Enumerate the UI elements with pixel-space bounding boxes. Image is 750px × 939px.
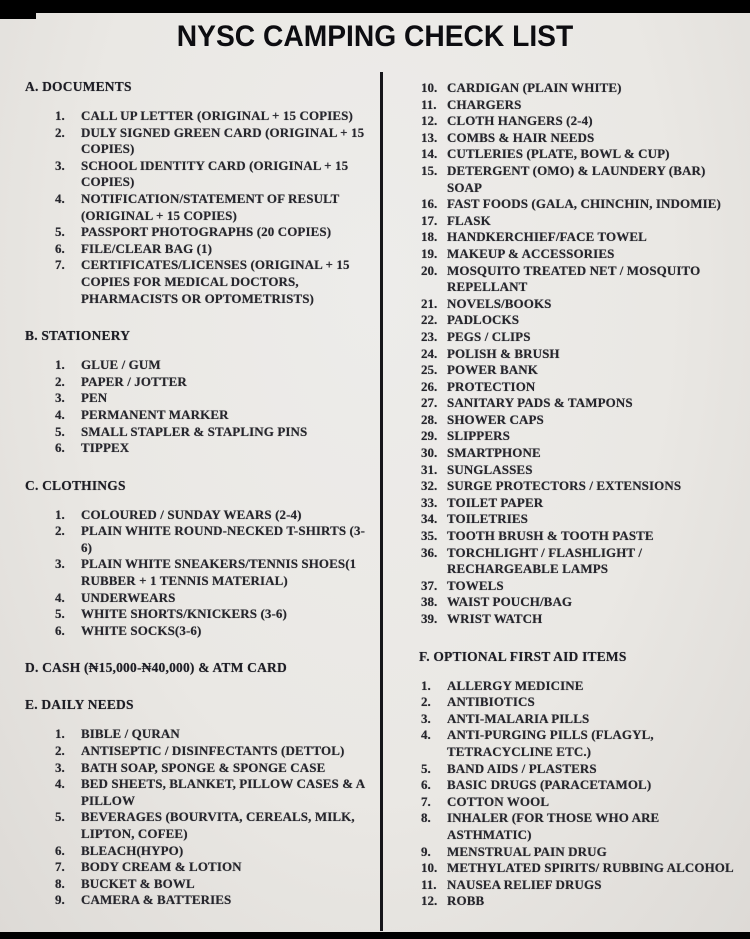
item-number: 35.	[421, 528, 438, 544]
item-number: 37.	[421, 577, 438, 593]
item-number: 22.	[421, 312, 438, 328]
list-item	[421, 229, 742, 246]
list-item	[55, 743, 373, 760]
item-number: 6.	[421, 777, 431, 793]
list-item	[55, 108, 373, 125]
item-number: 38.	[421, 594, 438, 610]
item-number: 8.	[55, 875, 65, 891]
item-text: BLEACH(HYPO)	[81, 842, 184, 858]
item-number: 2.	[55, 523, 65, 539]
item-number: 7.	[55, 257, 65, 273]
item-text: CHARGERS	[447, 96, 522, 112]
list-item	[421, 263, 742, 296]
list-item	[55, 606, 373, 623]
item-text: ROBB	[447, 893, 485, 909]
item-number: 3.	[55, 759, 65, 775]
item-text: COMBS & HAIR NEEDS	[447, 129, 595, 145]
item-number: 12.	[421, 113, 438, 129]
item-text: COTTON WOOL	[447, 793, 550, 809]
item-number: 6.	[55, 842, 65, 858]
item-text: PLAIN WHITE ROUND-NECKED T-SHIRTS (3-6)	[81, 523, 365, 555]
list-item	[421, 545, 742, 578]
item-text: SANITARY PADS & TAMPONS	[447, 395, 633, 411]
list-item	[55, 523, 373, 556]
item-number: 3.	[55, 390, 65, 406]
list-item	[421, 196, 742, 213]
list-item	[421, 678, 742, 695]
list-item	[421, 329, 742, 346]
item-text: PLAIN WHITE SNEAKERS/TENNIS SHOES(1 RUBBER + 1 TENNIS MATERIAL)	[81, 556, 357, 589]
section-heading: C. CLOTHINGS	[25, 477, 126, 493]
list-item	[421, 146, 742, 163]
list-item	[421, 379, 742, 396]
list-item	[421, 395, 742, 412]
item-number: 23.	[421, 328, 438, 344]
item-number: 13.	[421, 129, 438, 145]
item-number: 5.	[55, 606, 65, 622]
section-items	[25, 357, 373, 457]
item-text: NOTIFICATION/STATEMENT OF RESULT (ORIGINAL + 15 COPIES)	[81, 190, 340, 223]
checklist-section	[25, 327, 373, 457]
item-text: CALL UP LETTER (ORIGINAL + 15 COPIES)	[81, 108, 353, 123]
item-number: 3.	[55, 157, 65, 173]
item-text: SHOWER CAPS	[447, 411, 544, 427]
checklist-section	[25, 78, 373, 307]
item-text: SMALL STAPLER & STAPLING PINS	[81, 423, 308, 439]
list-item	[55, 357, 373, 374]
list-item	[55, 892, 373, 909]
list-item	[421, 296, 742, 313]
checklist-section	[419, 80, 742, 628]
list-item	[421, 362, 742, 379]
item-text: NOVELS/BOOKS	[447, 295, 552, 311]
list-item	[421, 711, 742, 728]
list-item	[55, 374, 373, 391]
item-number: 7.	[55, 859, 65, 875]
item-number: 11.	[421, 96, 437, 112]
list-item	[55, 843, 373, 860]
list-item	[421, 130, 742, 147]
checklist-section	[419, 648, 742, 910]
item-text: DETERGENT (OMO) & LAUNDERY (BAR) SOAP	[447, 162, 706, 195]
item-text: SUNGLASSES	[447, 461, 533, 477]
list-item	[421, 794, 742, 811]
item-number: 16.	[421, 196, 438, 212]
list-item	[55, 191, 373, 224]
item-text: TOILETRIES	[447, 511, 528, 527]
item-text: WAIST POUCH/BAG	[447, 594, 573, 610]
list-item	[421, 346, 742, 363]
list-item	[55, 809, 373, 842]
item-number: 5.	[421, 760, 431, 776]
item-text: BAND AIDS / PLASTERS	[447, 760, 597, 776]
item-text: ANTI-PURGING PILLS (FLAGYL, TETRACYCLINE ETC.)	[447, 727, 654, 759]
list-item	[421, 213, 742, 230]
item-text: BED SHEETS, BLANKET, PILLOW CASES & A PILLOW	[81, 776, 365, 808]
item-number: 4.	[55, 190, 65, 206]
item-number: 15.	[421, 162, 438, 178]
item-number: 6.	[55, 440, 65, 456]
section-items	[25, 507, 373, 640]
list-item	[421, 97, 742, 114]
list-item	[55, 876, 373, 893]
list-item	[421, 163, 742, 196]
list-item	[55, 390, 373, 407]
section-heading: D. CASH (₦15,000-₦40,000) & ATM CARD	[25, 660, 287, 676]
page-title: NYSC CAMPING CHECK LIST	[176, 20, 574, 53]
item-number: 30.	[421, 445, 438, 461]
item-text: TORCHLIGHT / FLASHLIGHT / RECHARGEABLE LAMPS	[447, 544, 643, 577]
item-number: 10.	[421, 80, 438, 95]
item-number: 25.	[421, 362, 438, 378]
list-item	[55, 623, 373, 640]
item-number: 28.	[421, 411, 438, 427]
checklist-section	[25, 659, 373, 676]
item-text: NAUSEA RELIEF DRUGS	[447, 876, 602, 892]
item-number: 6.	[55, 240, 65, 256]
item-text: TOILET PAPER	[447, 494, 544, 510]
list-item	[421, 860, 742, 877]
item-number: 2.	[55, 124, 65, 140]
item-text: CUTLERIES (PLATE, BOWL & CUP)	[447, 146, 670, 162]
item-number: 26.	[421, 378, 438, 394]
item-text: TOOTH BRUSH & TOOTH PASTE	[447, 528, 654, 544]
item-number: 1.	[55, 108, 65, 123]
item-number: 21.	[421, 295, 438, 311]
item-text: ALLERGY MEDICINE	[447, 677, 584, 693]
item-number: 4.	[421, 727, 431, 743]
item-number: 32.	[421, 478, 438, 494]
list-item	[55, 556, 373, 589]
item-text: BIBLE / QURAN	[81, 726, 180, 742]
section-items	[25, 108, 373, 307]
item-text: MAKEUP & ACCESSORIES	[447, 245, 615, 261]
list-item	[55, 590, 373, 607]
list-item	[421, 893, 742, 910]
item-text: UNDERWEARS	[81, 589, 176, 605]
item-text: BUCKET & BOWL	[81, 875, 195, 891]
section-heading: A. DOCUMENTS	[25, 79, 132, 94]
list-item	[421, 727, 742, 760]
list-item	[55, 125, 373, 158]
list-item	[55, 241, 373, 258]
item-text: METHYLATED SPIRITS/ RUBBING ALCOHOL	[447, 860, 734, 876]
item-text: ANTI-MALARIA PILLS	[447, 710, 590, 726]
item-text: BASIC DRUGS (PARACETAMOL)	[447, 777, 652, 793]
list-item	[421, 777, 742, 794]
item-number: 1.	[55, 357, 65, 373]
top-black-bar	[0, 0, 750, 13]
list-item	[421, 113, 742, 130]
list-item	[421, 495, 742, 512]
item-number: 34.	[421, 511, 438, 527]
bottom-black-bar	[0, 932, 750, 939]
item-text: MOSQUITO TREATED NET / MOSQUITO REPELLANT	[447, 262, 701, 295]
item-number: 17.	[421, 212, 438, 228]
list-item	[421, 761, 742, 778]
list-item	[421, 810, 742, 843]
item-text: FILE/CLEAR BAG (1)	[81, 240, 213, 256]
item-number: 12.	[421, 893, 438, 909]
item-text: BATH SOAP, SPONGE & SPONGE CASE	[81, 759, 326, 775]
item-text: BEVERAGES (BOURVITA, CEREALS, MILK, LIPTON, COFEE)	[81, 809, 355, 841]
item-text: GLUE / GUM	[81, 357, 161, 373]
item-number: 10.	[421, 860, 438, 876]
list-item	[55, 507, 373, 524]
item-number: 1.	[55, 726, 65, 742]
item-text: PADLOCKS	[447, 312, 520, 328]
list-item	[421, 246, 742, 263]
item-text: FLASK	[447, 212, 491, 228]
item-number: 5.	[55, 224, 65, 240]
list-item	[421, 445, 742, 462]
item-text: PASSPORT PHOTOGRAPHS (20 COPIES)	[81, 224, 332, 240]
item-text: POWER BANK	[447, 362, 538, 378]
item-text: ANTIBIOTICS	[447, 694, 535, 710]
list-item	[55, 440, 373, 457]
list-item	[55, 424, 373, 441]
list-item	[55, 224, 373, 241]
item-text: POLISH & BRUSH	[447, 345, 560, 361]
list-item	[421, 611, 742, 628]
item-text: WRIST WATCH	[447, 611, 543, 626]
item-number: 2.	[55, 373, 65, 389]
item-text: PERMANENT MARKER	[81, 406, 229, 422]
item-number: 11.	[421, 876, 437, 892]
checklist-section	[25, 696, 373, 909]
list-item	[421, 694, 742, 711]
list-item	[55, 726, 373, 743]
item-number: 33.	[421, 494, 438, 510]
item-number: 31.	[421, 461, 438, 477]
item-number: 2.	[421, 694, 431, 710]
item-number: 18.	[421, 229, 438, 245]
item-number: 4.	[55, 589, 65, 605]
item-text: MENSTRUAL PAIN DRUG	[447, 843, 607, 859]
item-number: 29.	[421, 428, 438, 444]
item-text: SCHOOL IDENTITY CARD (ORIGINAL + 15 COPIES)	[81, 157, 349, 190]
item-number: 5.	[55, 809, 65, 825]
item-number: 7.	[421, 793, 431, 809]
item-text: PEGS / CLIPS	[447, 328, 531, 344]
section-items	[419, 678, 742, 910]
left-column	[0, 70, 381, 932]
item-text: FAST FOODS (GALA, CHINCHIN, INDOMIE)	[447, 196, 721, 212]
item-number: 1.	[421, 677, 431, 693]
item-text: COLOURED / SUNDAY WEARS (2-4)	[81, 506, 302, 522]
list-item	[421, 478, 742, 495]
item-number: 24.	[421, 345, 438, 361]
item-text: WHITE SOCKS(3-6)	[81, 622, 202, 638]
list-item	[421, 877, 742, 894]
item-number: 5.	[55, 423, 65, 439]
item-text: TIPPEX	[81, 440, 130, 456]
item-text: CERTIFICATES/LICENSES (ORIGINAL + 15 COPIES FOR MEDICAL DOCTORS, PHARMACISTS OR OPTOMETRISTS)	[81, 257, 350, 306]
item-text: CARDIGAN (PLAIN WHITE)	[447, 80, 622, 95]
list-item	[421, 80, 742, 97]
list-item	[421, 511, 742, 528]
item-number: 19.	[421, 245, 438, 261]
item-number: 8.	[421, 810, 431, 826]
list-item	[421, 412, 742, 429]
item-text: PEN	[81, 390, 108, 406]
item-number: 39.	[421, 611, 438, 626]
list-item	[421, 428, 742, 445]
item-text: TOWELS	[447, 577, 504, 593]
top-left-black-corner	[0, 0, 36, 19]
item-text: PROTECTION	[447, 378, 536, 394]
list-item	[421, 594, 742, 611]
item-text: HANDKERCHIEF/FACE TOWEL	[447, 229, 647, 245]
item-text: SURGE PROTECTORS / EXTENSIONS	[447, 478, 682, 494]
section-heading: F. OPTIONAL FIRST AID ITEMS	[419, 648, 627, 664]
checklist-section	[25, 477, 373, 640]
item-text: BODY CREAM & LOTION	[81, 859, 242, 875]
item-text: CLOTH HANGERS (2-4)	[447, 113, 593, 129]
item-text: SLIPPERS	[447, 428, 510, 444]
section-items	[419, 80, 742, 628]
item-number: 6.	[55, 622, 65, 638]
item-text: INHALER (FOR THOSE WHO ARE ASTHMATIC)	[447, 810, 660, 842]
list-item	[55, 257, 373, 307]
list-item	[421, 844, 742, 861]
item-number: 20.	[421, 262, 438, 278]
list-item	[55, 760, 373, 777]
item-number: 1.	[55, 506, 65, 522]
section-heading: B. STATIONERY	[25, 328, 131, 344]
item-text: ANTISEPTIC / DISINFECTANTS (DETTOL)	[81, 743, 345, 759]
item-text: SMARTPHONE	[447, 445, 541, 461]
item-number: 4.	[55, 776, 65, 792]
item-text: DULY SIGNED GREEN CARD (ORIGINAL + 15 COPIES)	[81, 124, 365, 157]
item-text: WHITE SHORTS/KNICKERS (3-6)	[81, 606, 287, 622]
item-number: 9.	[55, 892, 65, 908]
right-column	[381, 70, 750, 932]
item-text: CAMERA & BATTERIES	[81, 892, 232, 908]
item-number: 14.	[421, 146, 438, 162]
list-item	[421, 312, 742, 329]
item-number: 4.	[55, 406, 65, 422]
item-number: 2.	[55, 743, 65, 759]
item-number: 27.	[421, 395, 438, 411]
section-items	[25, 726, 373, 909]
list-item	[55, 776, 373, 809]
item-number: 9.	[421, 843, 431, 859]
list-item	[55, 158, 373, 191]
list-item	[55, 859, 373, 876]
list-item	[421, 528, 742, 545]
item-number: 36.	[421, 544, 438, 560]
item-number: 3.	[421, 710, 431, 726]
item-text: PAPER / JOTTER	[81, 373, 187, 389]
checklist-columns	[0, 70, 750, 932]
list-item	[55, 407, 373, 424]
section-heading: E. DAILY NEEDS	[25, 697, 134, 713]
list-item	[421, 578, 742, 595]
item-number: 3.	[55, 556, 65, 572]
list-item	[421, 462, 742, 479]
